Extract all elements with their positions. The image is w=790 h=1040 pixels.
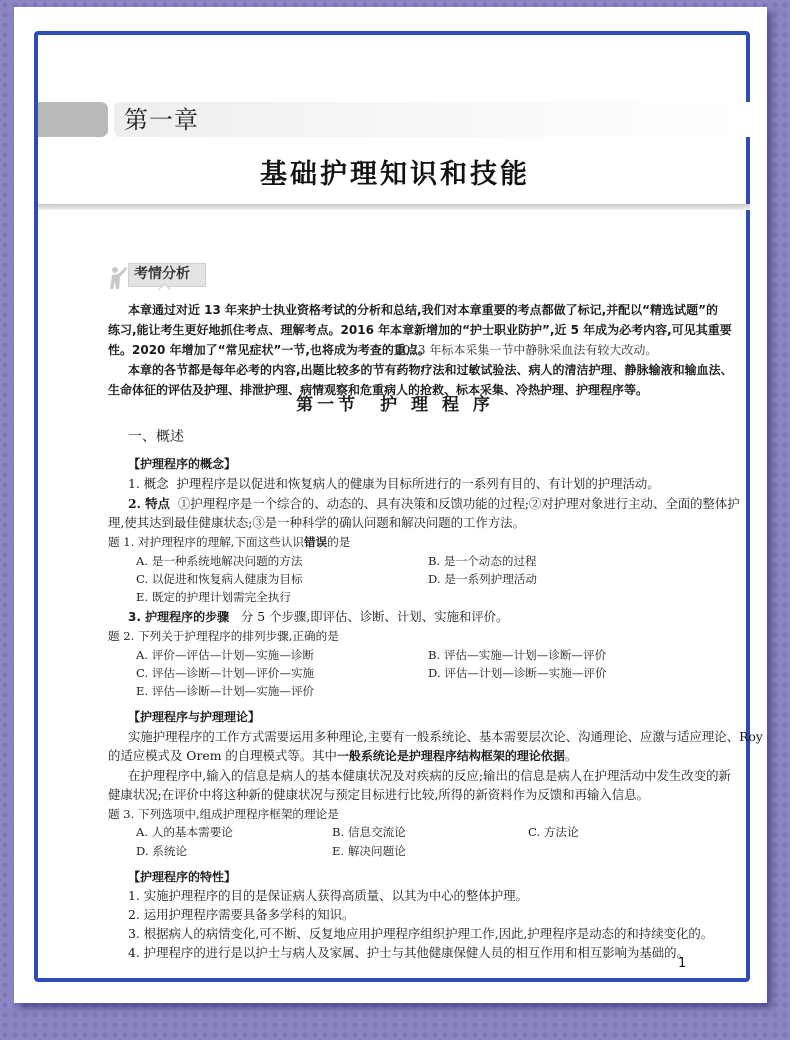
chapter-label: 第一章 xyxy=(124,106,199,134)
analysis-p2-line2: 生命体征的评估及护理、排泄护理、病情观察和危重病人的抢救、标本采集、冷热护理、护理程序等。 xyxy=(108,383,649,397)
question3-option-d[interactable]: D. 系统论 xyxy=(136,844,188,858)
steps-label: 3. 护理程序的步骤 xyxy=(128,610,230,624)
theory-p1-line2-suffix: 。 xyxy=(564,748,578,763)
steps-text: 分 5 个步骤,即评估、诊断、计划、实施和评价。 xyxy=(240,609,509,624)
question2-stem: 题 2. 下列关于护理程序的排列步骤,正确的是 xyxy=(108,629,339,643)
theory-p2-line2: 健康状况;在评价中将这种新的健康状况与预定目标进行比较,所得的新资料作为反馈和再输入信息。 xyxy=(108,787,649,802)
theory-p2-line1: 在护理程序中,输入的信息是病人的基本健康状况及对疾病的反应;输出的信息是病人在护理活动中发生改变的新 xyxy=(128,768,731,783)
analysis-p1-line1: 本章通过对近 13 年来护士执业资格考试的分析和总结,我们对本章重要的考点都做了标记,并配以“精选试题”的 xyxy=(128,303,718,317)
question3-option-c[interactable]: C. 方法论 xyxy=(528,825,579,839)
page-number: 1 xyxy=(678,956,687,971)
theory-p1-line2 xyxy=(108,746,577,766)
question1-stem-suffix: 的是 xyxy=(327,535,351,549)
steps-item xyxy=(128,607,508,627)
theory-key-point: 一般系统论是护理程序结构框架的理论依据 xyxy=(336,749,565,763)
question1-option-b[interactable]: B. 是一个动态的过程 xyxy=(428,554,537,568)
analysis-p1-line3: 性。2020 年增加了“常见症状”一节,也将成为考查的重点。 xyxy=(108,343,430,357)
theory-heading: 【护理程序与护理理论】 xyxy=(128,710,261,724)
analysis-p2-line1: 本章的各节都是每年必考的内容,出题比较多的节有药物疗法和过敏试验法、病人的清洁护理、静脉输液和输血法、 xyxy=(128,363,733,377)
analysis-p1-line2: 练习,能让考生更好地抓住考点、理解考点。2016 年本章新增加的“护士职业防护”,近 5 年成为必考内容,可见其重要 xyxy=(108,323,732,337)
question3-option-a[interactable]: A. 人的基本需要论 xyxy=(136,825,233,839)
concept-item1-text: 护理程序是以促进和恢复病人的健康为目标所进行的一系列有目的、有计划的护理活动。 xyxy=(176,476,660,491)
question3-option-b[interactable]: B. 信息交流论 xyxy=(332,825,406,839)
concept-item2-label: 2. 特点 xyxy=(128,496,171,511)
person-presenter-icon xyxy=(110,265,130,291)
theory-p1-line2-prefix: 的适应模式及 Orem 的自理模式等。其中 xyxy=(108,748,337,763)
title-divider xyxy=(38,204,750,210)
concept-item2-line2: 理,使其达到最佳健康状态;③是一种科学的确认问题和解决问题的工作方法。 xyxy=(108,515,526,530)
characteristics-item-2: 2. 运用护理程序需要具备多学科的知识。 xyxy=(128,907,355,922)
question2-option-d[interactable]: D. 评估—计划—诊断—实施—评价 xyxy=(428,666,607,680)
chapter-tab-marker xyxy=(38,102,108,137)
question1-option-a[interactable]: A. 是一种系统地解决问题的方法 xyxy=(136,554,303,568)
question2-option-a[interactable]: A. 评价—评估—计划—实施—诊断 xyxy=(136,648,315,662)
question1-option-c[interactable]: C. 以促进和恢复病人健康为目标 xyxy=(136,572,303,586)
question2-option-e[interactable]: E. 评估—诊断—计划—实施—评价 xyxy=(136,684,315,698)
chapter-title: 基础护理知识和技能 xyxy=(260,159,530,190)
question3-stem: 题 3. 下列选项中,组成护理程序框架的理论是 xyxy=(108,807,339,821)
analysis-p1-line3-update: 2023 年标本采集一节中静脉采血法有较大改动。 xyxy=(395,343,658,357)
concept-heading: 【护理程序的概念】 xyxy=(128,457,237,471)
section-subheading: 一、概述 xyxy=(128,429,184,445)
concept-item1 xyxy=(128,474,660,494)
theory-p1-line1: 实施护理程序的工作方式需要运用多种理论,主要有一般系统论、基本需要层次论、沟通理论、应激与适应理论、Roy xyxy=(128,729,763,744)
concept-item2-line1: ①护理程序是一个综合的、动态的、具有决策和反馈功能的过程;②对护理对象进行主动、全面的整体护 xyxy=(177,496,740,511)
question1-option-e[interactable]: E. 既定的护理计划需完全执行 xyxy=(136,590,291,604)
question2-option-c[interactable]: C. 评估—诊断—计划—评价—实施 xyxy=(136,666,315,680)
characteristics-item-4: 4. 护理程序的进行是以护士与病人及家属、护士与其他健康保健人员的相互作用和相互影响为基础的。 xyxy=(128,945,689,960)
analysis-tag-label: 考情分析 xyxy=(134,266,190,282)
analysis-tag xyxy=(108,263,196,287)
characteristics-item-3: 3. 根据病人的病情变化,可不断、反复地应用护理程序组织护理工作,因此,护理程序是动态的和持续变化的。 xyxy=(128,926,714,941)
question1-option-d[interactable]: D. 是一系列护理活动 xyxy=(428,572,538,586)
characteristics-item-1: 1. 实施护理程序的目的是保证病人获得高质量、以其为中心的整体护理。 xyxy=(128,888,528,903)
question1-stem-prefix: 题 1. 对护理程序的理解,下面这些认识 xyxy=(108,535,305,549)
section-title: 第一节 护 理 程 序 xyxy=(296,395,494,415)
question2-option-b[interactable]: B. 评估—实施—计划—诊断—评价 xyxy=(428,648,607,662)
question1-stem xyxy=(108,532,350,552)
concept-item2 xyxy=(128,494,740,514)
question1-stem-emphasis: 错误 xyxy=(304,535,328,549)
characteristics-heading: 【护理程序的特性】 xyxy=(128,870,237,884)
question3-option-e[interactable]: E. 解决问题论 xyxy=(332,844,406,858)
chapter-bar xyxy=(114,102,750,137)
concept-item1-label: 1. 概念 xyxy=(128,476,169,491)
